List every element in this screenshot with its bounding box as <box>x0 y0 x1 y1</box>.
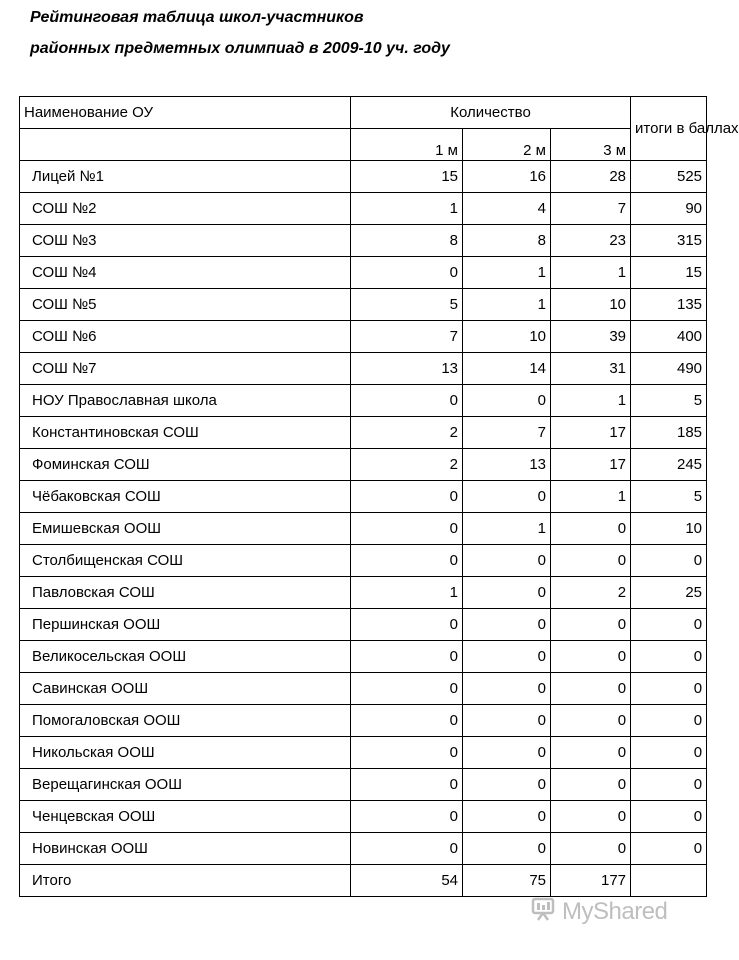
table-row <box>20 225 707 257</box>
document-title-line-1: Рейтинговая таблица школ-участников <box>30 9 364 26</box>
total-score-cell: 315 <box>631 225 707 257</box>
place-1-cell: 0 <box>351 609 463 641</box>
place-3-cell: 1 <box>551 385 631 417</box>
place-3-cell: 28 <box>551 161 631 193</box>
total-score-cell: 0 <box>631 705 707 737</box>
place-1-cell: 2 <box>351 417 463 449</box>
table-body <box>20 161 707 897</box>
table-row <box>20 289 707 321</box>
place-2-cell: 14 <box>463 353 551 385</box>
place-2-cell: 1 <box>463 257 551 289</box>
table-row <box>20 417 707 449</box>
place-1-cell: 0 <box>351 257 463 289</box>
place-2-cell: 0 <box>463 769 551 801</box>
place-1-cell: 0 <box>351 705 463 737</box>
summary-total-score-cell <box>631 865 707 897</box>
column-header-quantity: Количество <box>351 97 631 129</box>
place-2-cell: 0 <box>463 385 551 417</box>
place-1-cell: 1 <box>351 193 463 225</box>
table-row <box>20 449 707 481</box>
place-1-cell: 0 <box>351 801 463 833</box>
place-2-cell: 0 <box>463 609 551 641</box>
summary-place-2-cell: 75 <box>463 865 551 897</box>
presentation-board-icon <box>530 896 556 927</box>
school-name-cell: Великосельская ООШ <box>20 641 351 673</box>
summary-row <box>20 865 707 897</box>
column-header-name-blank <box>20 129 351 161</box>
table-row <box>20 321 707 353</box>
school-name-cell: СОШ №7 <box>20 353 351 385</box>
place-3-cell: 31 <box>551 353 631 385</box>
place-1-cell: 1 <box>351 577 463 609</box>
table-row <box>20 161 707 193</box>
table-row <box>20 481 707 513</box>
school-name-cell: Павловская СОШ <box>20 577 351 609</box>
table-row <box>20 257 707 289</box>
place-2-cell: 1 <box>463 289 551 321</box>
place-3-cell: 17 <box>551 417 631 449</box>
place-1-cell: 0 <box>351 673 463 705</box>
school-name-cell: СОШ №5 <box>20 289 351 321</box>
total-score-cell: 10 <box>631 513 707 545</box>
school-name-cell: Фоминская СОШ <box>20 449 351 481</box>
school-name-cell: Новинская ООШ <box>20 833 351 865</box>
place-1-cell: 0 <box>351 769 463 801</box>
place-3-cell: 1 <box>551 481 631 513</box>
total-score-cell: 0 <box>631 801 707 833</box>
place-1-cell: 15 <box>351 161 463 193</box>
watermark-text: MyShared <box>562 897 668 925</box>
school-name-cell: Никольская ООШ <box>20 737 351 769</box>
table-row <box>20 833 707 865</box>
table-row <box>20 801 707 833</box>
table-row <box>20 641 707 673</box>
table-row <box>20 545 707 577</box>
place-2-cell: 0 <box>463 801 551 833</box>
place-2-cell: 0 <box>463 641 551 673</box>
place-2-cell: 8 <box>463 225 551 257</box>
place-3-cell: 0 <box>551 801 631 833</box>
school-name-cell: СОШ №6 <box>20 321 351 353</box>
place-1-cell: 0 <box>351 641 463 673</box>
place-3-cell: 1 <box>551 257 631 289</box>
place-3-cell: 0 <box>551 705 631 737</box>
total-score-cell: 0 <box>631 673 707 705</box>
table-row <box>20 769 707 801</box>
table-row <box>20 609 707 641</box>
place-2-cell: 0 <box>463 481 551 513</box>
place-3-cell: 23 <box>551 225 631 257</box>
school-name-cell: Лицей №1 <box>20 161 351 193</box>
school-name-cell: Першинская ООШ <box>20 609 351 641</box>
table-row <box>20 353 707 385</box>
total-score-cell: 525 <box>631 161 707 193</box>
place-3-cell: 0 <box>551 833 631 865</box>
place-1-cell: 0 <box>351 833 463 865</box>
place-1-cell: 0 <box>351 737 463 769</box>
summary-place-3-cell: 177 <box>551 865 631 897</box>
total-score-cell: 0 <box>631 545 707 577</box>
place-3-cell: 7 <box>551 193 631 225</box>
table-row <box>20 737 707 769</box>
total-score-cell: 5 <box>631 481 707 513</box>
place-1-cell: 2 <box>351 449 463 481</box>
total-score-cell: 25 <box>631 577 707 609</box>
total-score-cell: 185 <box>631 417 707 449</box>
place-3-cell: 2 <box>551 577 631 609</box>
table-subheader-row <box>20 129 707 161</box>
place-1-cell: 7 <box>351 321 463 353</box>
place-2-cell: 0 <box>463 577 551 609</box>
place-2-cell: 4 <box>463 193 551 225</box>
place-2-cell: 13 <box>463 449 551 481</box>
rating-table <box>19 96 739 897</box>
document-title-line-2: районных предметных олимпиад в 2009-10 уч. году <box>30 40 450 57</box>
total-score-cell: 0 <box>631 641 707 673</box>
place-1-cell: 0 <box>351 385 463 417</box>
school-name-cell: СОШ №2 <box>20 193 351 225</box>
place-2-cell: 0 <box>463 737 551 769</box>
place-1-cell: 0 <box>351 481 463 513</box>
summary-school-name-cell: Итого <box>20 865 351 897</box>
school-name-cell: СОШ №4 <box>20 257 351 289</box>
place-3-cell: 0 <box>551 513 631 545</box>
place-2-cell: 7 <box>463 417 551 449</box>
place-3-cell: 0 <box>551 673 631 705</box>
place-3-cell: 0 <box>551 609 631 641</box>
table-row <box>20 673 707 705</box>
school-name-cell: Помогаловская ООШ <box>20 705 351 737</box>
table-header-row <box>20 97 707 129</box>
place-2-cell: 1 <box>463 513 551 545</box>
school-name-cell: Чёбаковская СОШ <box>20 481 351 513</box>
total-score-cell: 90 <box>631 193 707 225</box>
total-score-cell: 245 <box>631 449 707 481</box>
total-score-cell: 0 <box>631 737 707 769</box>
column-header-place-3: 3 м <box>551 129 631 161</box>
total-score-cell: 490 <box>631 353 707 385</box>
table-row <box>20 193 707 225</box>
summary-place-1-cell: 54 <box>351 865 463 897</box>
school-name-cell: Савинская ООШ <box>20 673 351 705</box>
place-1-cell: 8 <box>351 225 463 257</box>
table-row <box>20 577 707 609</box>
column-header-name: Наименование ОУ <box>20 97 351 129</box>
place-2-cell: 10 <box>463 321 551 353</box>
total-score-cell: 0 <box>631 609 707 641</box>
column-header-place-2: 2 м <box>463 129 551 161</box>
total-score-cell: 0 <box>631 769 707 801</box>
place-2-cell: 0 <box>463 705 551 737</box>
place-3-cell: 17 <box>551 449 631 481</box>
place-3-cell: 0 <box>551 769 631 801</box>
table-row <box>20 385 707 417</box>
place-1-cell: 5 <box>351 289 463 321</box>
total-score-cell: 0 <box>631 833 707 865</box>
place-1-cell: 0 <box>351 513 463 545</box>
school-name-cell: Константиновская СОШ <box>20 417 351 449</box>
place-3-cell: 0 <box>551 641 631 673</box>
place-2-cell: 0 <box>463 673 551 705</box>
place-3-cell: 0 <box>551 737 631 769</box>
place-3-cell: 39 <box>551 321 631 353</box>
column-header-place-1: 1 м <box>351 129 463 161</box>
school-name-cell: НОУ Православная школа <box>20 385 351 417</box>
school-name-cell: СОШ №3 <box>20 225 351 257</box>
total-score-cell: 5 <box>631 385 707 417</box>
place-3-cell: 10 <box>551 289 631 321</box>
place-1-cell: 0 <box>351 545 463 577</box>
table-row <box>20 705 707 737</box>
watermark <box>530 896 667 927</box>
school-name-cell: Ченцевская ООШ <box>20 801 351 833</box>
column-header-total: итоги в баллах <box>631 97 707 161</box>
total-score-cell: 135 <box>631 289 707 321</box>
school-name-cell: Верещагинская ООШ <box>20 769 351 801</box>
place-2-cell: 0 <box>463 545 551 577</box>
school-name-cell: Столбищенская СОШ <box>20 545 351 577</box>
table-row <box>20 513 707 545</box>
place-2-cell: 16 <box>463 161 551 193</box>
place-2-cell: 0 <box>463 833 551 865</box>
school-name-cell: Емишевская ООШ <box>20 513 351 545</box>
total-score-cell: 15 <box>631 257 707 289</box>
place-1-cell: 13 <box>351 353 463 385</box>
total-score-cell: 400 <box>631 321 707 353</box>
place-3-cell: 0 <box>551 545 631 577</box>
